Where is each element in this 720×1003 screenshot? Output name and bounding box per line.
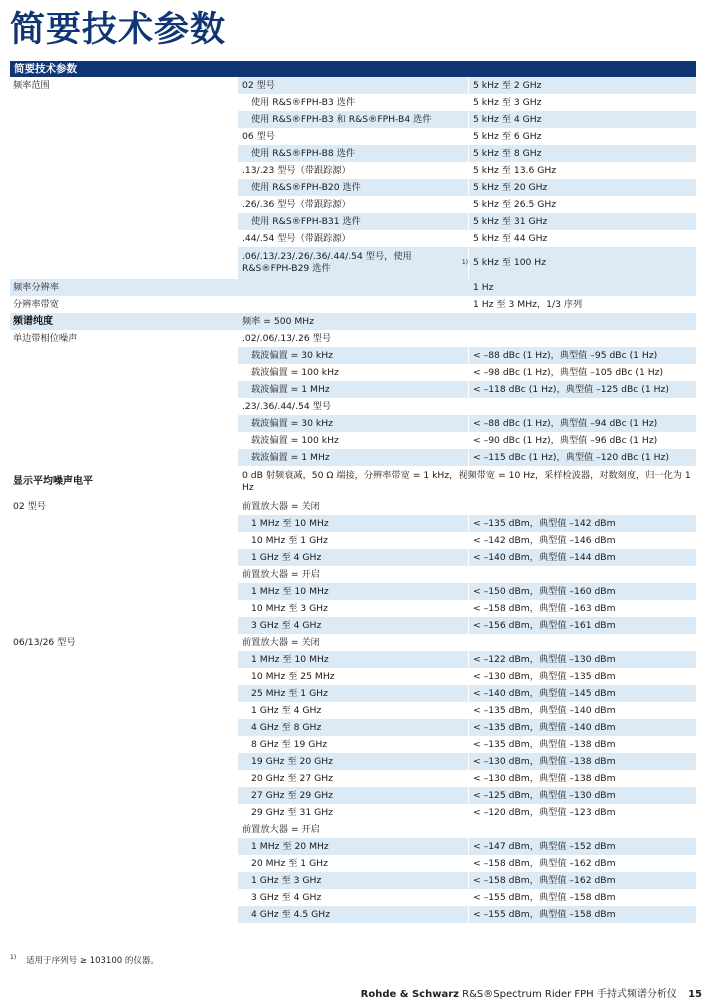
param-name-cell [10, 821, 238, 838]
value-cell: < –135 dBm，典型值 –138 dBm [468, 736, 696, 753]
table-row [10, 821, 696, 838]
value-cell: 5 kHz 至 6 GHz [468, 128, 696, 145]
condition-text: .02/.06/.13/.26 型号 [242, 333, 332, 344]
condition-text: 1 GHz 至 4 GHz [251, 705, 322, 716]
param-name-cell [10, 702, 238, 719]
value-cell: < –158 dBm，典型值 –163 dBm [468, 600, 696, 617]
value-cell: < –150 dBm，典型值 –160 dBm [468, 583, 696, 600]
condition-cell [238, 736, 468, 753]
value-cell: < –130 dBm，典型值 –135 dBm [468, 668, 696, 685]
condition-cell [238, 162, 468, 179]
condition-text: 3 GHz 至 4 GHz [251, 620, 322, 631]
param-name-cell: 02 型号 [13, 501, 46, 512]
condition-cell [238, 617, 468, 634]
condition-cell [238, 398, 696, 415]
table-row [10, 906, 696, 923]
value-cell: 5 kHz 至 3 GHz [468, 94, 696, 111]
table-row [10, 381, 696, 398]
condition-cell [238, 381, 468, 398]
condition-cell [238, 889, 468, 906]
condition-cell [238, 668, 468, 685]
page-title: 简要技术参数 [10, 10, 227, 50]
value-cell: 1 Hz 至 3 MHz，1/3 序列 [468, 296, 696, 313]
table-row [10, 736, 696, 753]
condition-text: 25 MHz 至 1 GHz [251, 688, 328, 699]
table-row [10, 347, 696, 364]
page-number: 15 [688, 989, 702, 1000]
condition-text: 载波偏置 = 30 kHz [251, 350, 333, 361]
param-name-cell [10, 583, 238, 600]
value-cell: < –155 dBm，典型值 –158 dBm [468, 906, 696, 923]
value-cell: 1 Hz [468, 279, 696, 296]
value-cell: 5 kHz 至 100 Hz [468, 247, 696, 279]
value-cell: < –156 dBm，典型值 –161 dBm [468, 617, 696, 634]
condition-cell [238, 515, 468, 532]
condition-text: .26/.36 型号（带跟踪源） [242, 199, 351, 210]
table-row [10, 128, 696, 145]
table-row [10, 685, 696, 702]
param-name-cell [10, 872, 238, 889]
value-cell: < –88 dBc (1 Hz)，典型值 –94 dBc (1 Hz) [468, 415, 696, 432]
condition-text: 10 MHz 至 3 GHz [251, 603, 328, 614]
param-name-cell [10, 381, 238, 398]
param-name-cell [10, 415, 238, 432]
condition-cell [238, 770, 468, 787]
page-footer [361, 985, 702, 1000]
param-name-cell [10, 804, 238, 821]
condition-text: 1 GHz 至 3 GHz [251, 875, 322, 886]
condition-cell [238, 145, 468, 162]
value-cell: < –98 dBc (1 Hz)，典型值 –105 dBc (1 Hz) [468, 364, 696, 381]
condition-cell [238, 872, 468, 889]
condition-cell [238, 296, 468, 313]
condition-cell [238, 466, 696, 498]
value-cell: < –147 dBm，典型值 –152 dBm [468, 838, 696, 855]
value-cell: < –140 dBm，典型值 –144 dBm [468, 549, 696, 566]
condition-cell [238, 415, 468, 432]
value-cell: 5 kHz 至 26.5 GHz [468, 196, 696, 213]
param-name-cell [10, 196, 238, 213]
param-name-cell [10, 398, 238, 415]
condition-cell [238, 855, 468, 872]
param-name-cell: 频率范围 [13, 80, 50, 91]
condition-cell [238, 702, 468, 719]
condition-text: 19 GHz 至 20 GHz [251, 756, 333, 767]
condition-cell [238, 685, 468, 702]
condition-cell [238, 600, 468, 617]
value-cell: < –140 dBm，典型值 –145 dBm [468, 685, 696, 702]
param-name-cell: 频率分辨率 [13, 282, 59, 293]
condition-cell [238, 566, 696, 583]
param-name-cell [10, 600, 238, 617]
param-name-cell [10, 753, 238, 770]
table-row [10, 583, 696, 600]
value-cell: < –122 dBm，典型值 –130 dBm [468, 651, 696, 668]
condition-text: 使用 R&S®FPH-B20 选件 [251, 182, 361, 193]
footnote [10, 954, 159, 966]
condition-text: 载波偏置 = 1 MHz [251, 384, 330, 395]
value-cell: < –130 dBm，典型值 –138 dBm [468, 770, 696, 787]
condition-text: 使用 R&S®FPH-B31 选件 [251, 216, 361, 227]
table-row [10, 247, 696, 279]
condition-text: 29 GHz 至 31 GHz [251, 807, 333, 818]
condition-text: .06/.13/.23/.26/.36/.44/.54 型号，使用 R&S®FPH-B29 选件 [242, 251, 412, 274]
param-name-cell [10, 736, 238, 753]
condition-cell [238, 583, 468, 600]
condition-cell [238, 128, 468, 145]
condition-text: 4 GHz 至 8 GHz [251, 722, 322, 733]
value-cell: < –118 dBc (1 Hz)，典型值 –125 dBc (1 Hz) [468, 381, 696, 398]
table-row [10, 566, 696, 583]
table-row [10, 111, 696, 128]
condition-cell [238, 449, 468, 466]
condition-text: 前置放大器 = 开启 [242, 569, 320, 580]
condition-cell [238, 532, 468, 549]
table-row [10, 770, 696, 787]
condition-text: 20 GHz 至 27 GHz [251, 773, 333, 784]
table-row [10, 838, 696, 855]
condition-cell [238, 821, 696, 838]
table-row [10, 549, 696, 566]
condition-text: 27 GHz 至 29 GHz [251, 790, 333, 801]
param-name-cell [10, 838, 238, 855]
condition-text: 8 GHz 至 19 GHz [251, 739, 328, 750]
footnote-mark: 1) [10, 954, 17, 962]
param-name-cell [10, 889, 238, 906]
condition-text: 20 MHz 至 1 GHz [251, 858, 328, 869]
table-row [10, 889, 696, 906]
table-row [10, 213, 696, 230]
table-row [10, 432, 696, 449]
table-row [10, 179, 696, 196]
condition-text: 3 GHz 至 4 GHz [251, 892, 322, 903]
param-name-cell [10, 94, 238, 111]
table-row [10, 94, 696, 111]
condition-cell [238, 432, 468, 449]
table-row [10, 515, 696, 532]
table-row [10, 804, 696, 821]
value-cell: < –158 dBm，典型值 –162 dBm [468, 855, 696, 872]
param-name-cell [10, 787, 238, 804]
table-header: 简要技术参数 [10, 61, 696, 77]
value-cell: 5 kHz 至 13.6 GHz [468, 162, 696, 179]
value-cell: < –135 dBm，典型值 –140 dBm [468, 702, 696, 719]
condition-cell [238, 651, 468, 668]
condition-cell [238, 313, 696, 330]
value-cell: 5 kHz 至 31 GHz [468, 213, 696, 230]
param-name-cell [10, 855, 238, 872]
table-row [10, 364, 696, 381]
table-row [10, 415, 696, 432]
param-name-cell [10, 432, 238, 449]
condition-cell [238, 111, 468, 128]
param-name-cell [10, 532, 238, 549]
value-cell: < –115 dBc (1 Hz)，典型值 –120 dBc (1 Hz) [468, 449, 696, 466]
condition-text: 载波偏置 = 100 kHz [251, 367, 339, 378]
param-name-cell: 分辨率带宽 [13, 299, 59, 310]
table-row [10, 719, 696, 736]
table-row [10, 313, 696, 330]
condition-cell [238, 634, 696, 651]
param-name-cell [10, 617, 238, 634]
table-row [10, 498, 696, 515]
table-row [10, 600, 696, 617]
value-cell: < –125 dBm，典型值 –130 dBm [468, 787, 696, 804]
condition-text: 1 MHz 至 20 MHz [251, 841, 329, 852]
condition-cell [238, 179, 468, 196]
condition-cell [238, 753, 468, 770]
param-name-cell: 06/13/26 型号 [13, 637, 76, 648]
value-cell: < –142 dBm，典型值 –146 dBm [468, 532, 696, 549]
table-row [10, 617, 696, 634]
param-name-cell [10, 213, 238, 230]
condition-text: 前置放大器 = 开启 [242, 824, 320, 835]
value-cell: < –135 dBm，典型值 –140 dBm [468, 719, 696, 736]
condition-text: 载波偏置 = 1 MHz [251, 452, 330, 463]
condition-text: 10 MHz 至 25 MHz [251, 671, 335, 682]
param-name-cell [10, 247, 238, 279]
value-cell: 5 kHz 至 8 GHz [468, 145, 696, 162]
condition-cell [238, 804, 468, 821]
param-name-cell: 单边带相位噪声 [13, 333, 78, 344]
condition-text: 前置放大器 = 关闭 [242, 501, 320, 512]
value-cell: < –88 dBc (1 Hz)，典型值 –95 dBc (1 Hz) [468, 347, 696, 364]
param-name-cell [10, 347, 238, 364]
table-row [10, 668, 696, 685]
condition-text: 02 型号 [242, 80, 275, 91]
param-name-cell [10, 719, 238, 736]
product-name: R&S®Spectrum Rider FPH 手持式频谱分析仪 [462, 989, 677, 1000]
condition-cell [238, 230, 468, 247]
param-name-cell [10, 906, 238, 923]
table-row [10, 449, 696, 466]
condition-text: .13/.23 型号（带跟踪源） [242, 165, 351, 176]
param-name-cell [10, 651, 238, 668]
param-name-cell [10, 770, 238, 787]
table-row [10, 634, 696, 651]
table-row [10, 77, 696, 94]
param-name-cell [10, 128, 238, 145]
value-cell: 5 kHz 至 20 GHz [468, 179, 696, 196]
table-row [10, 162, 696, 179]
condition-cell [238, 77, 468, 94]
condition-cell [238, 364, 468, 381]
value-cell: 5 kHz 至 44 GHz [468, 230, 696, 247]
param-name-cell [10, 230, 238, 247]
table-row [10, 787, 696, 804]
param-name-cell [10, 111, 238, 128]
condition-text: 使用 R&S®FPH-B8 选件 [251, 148, 356, 159]
condition-text: 载波偏置 = 30 kHz [251, 418, 333, 429]
table-row [10, 753, 696, 770]
footnote-text: 适用于序列号 ≥ 103100 的仪器。 [26, 956, 159, 966]
condition-cell [238, 787, 468, 804]
param-name-cell [10, 162, 238, 179]
value-cell: 5 kHz 至 2 GHz [468, 77, 696, 94]
table-row [10, 532, 696, 549]
value-cell: < –135 dBm，典型值 –142 dBm [468, 515, 696, 532]
condition-cell [238, 247, 468, 279]
condition-text: 0 dB 射频衰减，50 Ω 端接，分辨率带宽 = 1 kHz，视频带宽 = 10 Hz，采样检波器，对数刻度，归一化为 1 Hz [242, 470, 691, 493]
value-cell: 5 kHz 至 4 GHz [468, 111, 696, 128]
param-name-cell [10, 668, 238, 685]
condition-text: 载波偏置 = 100 kHz [251, 435, 339, 446]
table-row [10, 398, 696, 415]
condition-text: 1 MHz 至 10 MHz [251, 518, 329, 529]
table-row [10, 196, 696, 213]
table-row [10, 330, 696, 347]
condition-text: 使用 R&S®FPH-B3 选件 [251, 97, 356, 108]
condition-cell [238, 330, 696, 347]
param-name-cell [10, 449, 238, 466]
value-cell: < –90 dBc (1 Hz)，典型值 –96 dBc (1 Hz) [468, 432, 696, 449]
condition-cell [238, 347, 468, 364]
condition-text: 1 GHz 至 4 GHz [251, 552, 322, 563]
condition-text: 前置放大器 = 关闭 [242, 637, 320, 648]
condition-text: .23/.36/.44/.54 型号 [242, 401, 332, 412]
param-name-cell [10, 515, 238, 532]
table-row [10, 855, 696, 872]
condition-cell [238, 213, 468, 230]
condition-cell [238, 549, 468, 566]
condition-cell [238, 94, 468, 111]
condition-text: 频率 = 500 MHz [242, 316, 315, 327]
spec-table [10, 61, 696, 923]
table-row [10, 279, 696, 296]
condition-text: 使用 R&S®FPH-B3 和 R&S®FPH-B4 选件 [251, 114, 432, 125]
param-name-cell [10, 179, 238, 196]
condition-cell [238, 196, 468, 213]
table-row [10, 702, 696, 719]
value-cell: < –120 dBm，典型值 –123 dBm [468, 804, 696, 821]
condition-text: 4 GHz 至 4.5 GHz [251, 909, 331, 920]
condition-text: 1 MHz 至 10 MHz [251, 586, 329, 597]
value-cell: < –158 dBm，典型值 –162 dBm [468, 872, 696, 889]
param-name-cell [10, 566, 238, 583]
table-row [10, 466, 696, 498]
condition-text: .44/.54 型号（带跟踪源） [242, 233, 351, 244]
table-row [10, 296, 696, 313]
table-row [10, 651, 696, 668]
footnote-ref: 1) [461, 259, 468, 266]
condition-text: 06 型号 [242, 131, 275, 142]
condition-cell [238, 719, 468, 736]
table-body [10, 77, 696, 923]
condition-cell [238, 906, 468, 923]
condition-cell [238, 498, 696, 515]
condition-text: 10 MHz 至 1 GHz [251, 535, 328, 546]
table-row [10, 145, 696, 162]
param-name-cell [10, 685, 238, 702]
value-cell: < –155 dBm，典型值 –158 dBm [468, 889, 696, 906]
table-row [10, 872, 696, 889]
table-row [10, 230, 696, 247]
condition-cell [238, 838, 468, 855]
param-name-cell [10, 364, 238, 381]
value-cell: < –130 dBm，典型值 –138 dBm [468, 753, 696, 770]
condition-text: 1 MHz 至 10 MHz [251, 654, 329, 665]
param-name-cell [10, 549, 238, 566]
param-name-cell: 显示平均噪声电平 [13, 476, 93, 487]
brand-name: Rohde & Schwarz [360, 989, 459, 1000]
param-name-cell: 频谱纯度 [13, 316, 53, 327]
condition-cell [238, 279, 468, 296]
param-name-cell [10, 145, 238, 162]
